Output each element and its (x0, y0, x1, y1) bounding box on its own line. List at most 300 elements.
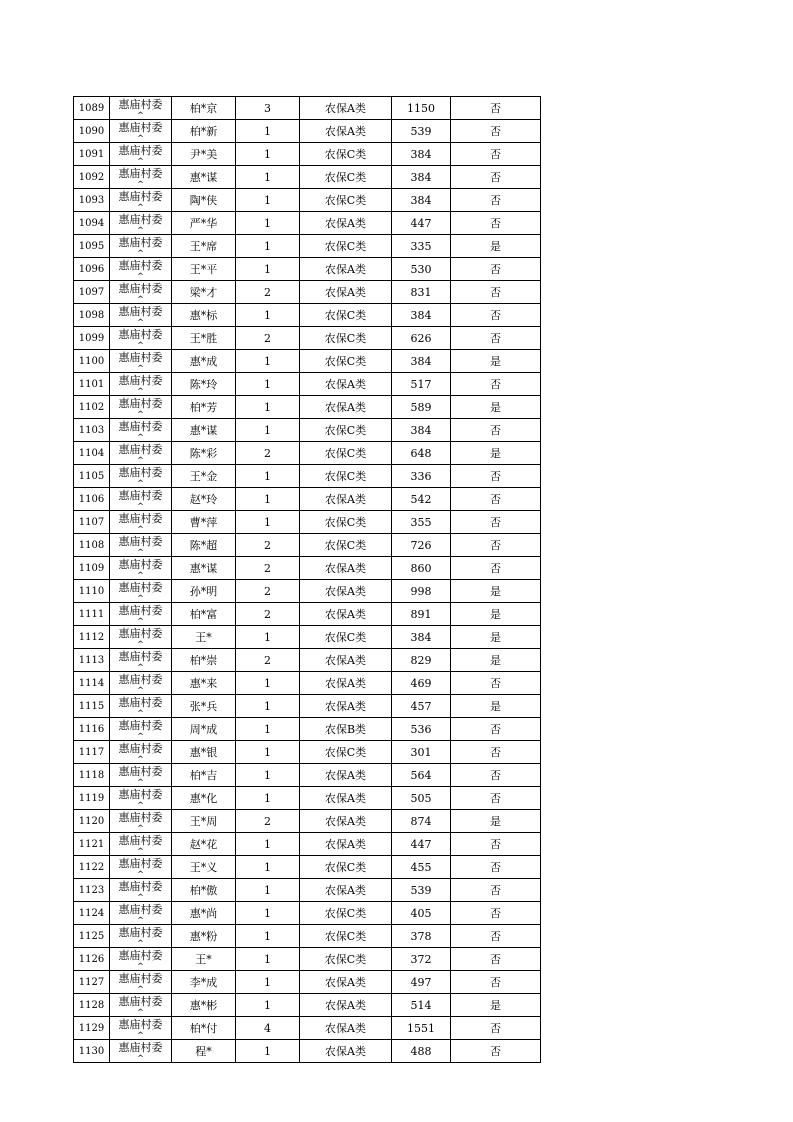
flag-cell: 否 (451, 971, 541, 994)
overflow-caret-icon: ^ (137, 755, 144, 764)
village-committee-cell: 惠庙村委 ^ (110, 672, 172, 695)
flag-cell: 否 (451, 672, 541, 695)
table-row (74, 833, 541, 856)
flag-cell: 否 (451, 373, 541, 396)
household-count-cell: 1 (236, 419, 300, 442)
table-row (74, 764, 541, 787)
person-name-cell: 李*成 (172, 971, 236, 994)
insurance-category-cell: 农保C类 (300, 741, 392, 764)
person-name-cell: 曹*萍 (172, 511, 236, 534)
row-number-cell: 1094 (74, 212, 110, 235)
person-name-cell: 柏*芳 (172, 396, 236, 419)
flag-cell: 是 (451, 649, 541, 672)
amount-cell: 874 (392, 810, 451, 833)
household-count-cell: 1 (236, 189, 300, 212)
flag-cell: 是 (451, 580, 541, 603)
village-committee-cell: 惠庙村委 ^ (110, 833, 172, 856)
insurance-category-cell: 农保A类 (300, 672, 392, 695)
table-row (74, 603, 541, 626)
flag-cell: 否 (451, 833, 541, 856)
row-number-cell: 1121 (74, 833, 110, 856)
insurance-category-cell: 农保A类 (300, 994, 392, 1017)
insurance-category-cell: 农保C类 (300, 856, 392, 879)
row-number-cell: 1118 (74, 764, 110, 787)
overflow-caret-icon: ^ (137, 1008, 144, 1017)
table-row (74, 626, 541, 649)
flag-cell: 是 (451, 626, 541, 649)
records-table-body (74, 97, 541, 1063)
village-committee-cell: 惠庙村委 ^ (110, 534, 172, 557)
flag-cell: 否 (451, 327, 541, 350)
row-number-cell: 1090 (74, 120, 110, 143)
flag-cell: 否 (451, 281, 541, 304)
amount-cell: 831 (392, 281, 451, 304)
village-committee-cell: 惠庙村委 ^ (110, 212, 172, 235)
insurance-category-cell: 农保B类 (300, 718, 392, 741)
row-number-cell: 1098 (74, 304, 110, 327)
flag-cell: 是 (451, 695, 541, 718)
table-row (74, 879, 541, 902)
household-count-cell: 1 (236, 741, 300, 764)
table-row (74, 856, 541, 879)
person-name-cell: 柏*吉 (172, 764, 236, 787)
amount-cell: 372 (392, 948, 451, 971)
household-count-cell: 1 (236, 120, 300, 143)
flag-cell: 否 (451, 304, 541, 327)
table-row (74, 396, 541, 419)
person-name-cell: 严*华 (172, 212, 236, 235)
insurance-category-cell: 农保A类 (300, 396, 392, 419)
insurance-category-cell: 农保A类 (300, 1040, 392, 1063)
household-count-cell: 1 (236, 396, 300, 419)
flag-cell: 是 (451, 603, 541, 626)
village-committee-cell: 惠庙村委 ^ (110, 925, 172, 948)
amount-cell: 564 (392, 764, 451, 787)
flag-cell: 否 (451, 925, 541, 948)
row-number-cell: 1123 (74, 879, 110, 902)
person-name-cell: 陈*彩 (172, 442, 236, 465)
household-count-cell: 1 (236, 373, 300, 396)
overflow-caret-icon: ^ (137, 479, 144, 488)
overflow-caret-icon: ^ (137, 249, 144, 258)
amount-cell: 891 (392, 603, 451, 626)
overflow-caret-icon: ^ (137, 571, 144, 580)
person-name-cell: 周*成 (172, 718, 236, 741)
insurance-category-cell: 农保C类 (300, 189, 392, 212)
overflow-caret-icon: ^ (137, 295, 144, 304)
row-number-cell: 1117 (74, 741, 110, 764)
insurance-category-cell: 农保C类 (300, 442, 392, 465)
amount-cell: 384 (392, 626, 451, 649)
village-committee-cell: 惠庙村委 ^ (110, 902, 172, 925)
village-committee-cell: 惠庙村委 ^ (110, 557, 172, 580)
row-number-cell: 1106 (74, 488, 110, 511)
amount-cell: 447 (392, 212, 451, 235)
household-count-cell: 2 (236, 281, 300, 304)
village-committee-cell: 惠庙村委 ^ (110, 787, 172, 810)
row-number-cell: 1127 (74, 971, 110, 994)
insurance-category-cell: 农保C类 (300, 143, 392, 166)
row-number-cell: 1093 (74, 189, 110, 212)
village-committee-cell: 惠庙村委 ^ (110, 304, 172, 327)
household-count-cell: 1 (236, 143, 300, 166)
table-row (74, 419, 541, 442)
insurance-category-cell: 农保A类 (300, 649, 392, 672)
overflow-caret-icon: ^ (137, 801, 144, 810)
row-number-cell: 1101 (74, 373, 110, 396)
village-committee-cell: 惠庙村委 ^ (110, 189, 172, 212)
table-row (74, 373, 541, 396)
person-name-cell: 惠*谋 (172, 557, 236, 580)
amount-cell: 626 (392, 327, 451, 350)
table-row (74, 189, 541, 212)
row-number-cell: 1092 (74, 166, 110, 189)
table-row (74, 511, 541, 534)
flag-cell: 是 (451, 396, 541, 419)
flag-cell: 否 (451, 1040, 541, 1063)
household-count-cell: 1 (236, 350, 300, 373)
row-number-cell: 1089 (74, 97, 110, 120)
insurance-category-cell: 农保A类 (300, 695, 392, 718)
person-name-cell: 柏*京 (172, 97, 236, 120)
amount-cell: 542 (392, 488, 451, 511)
overflow-caret-icon: ^ (137, 870, 144, 879)
overflow-caret-icon: ^ (137, 203, 144, 212)
overflow-caret-icon: ^ (137, 525, 144, 534)
village-committee-cell: 惠庙村委 ^ (110, 810, 172, 833)
household-count-cell: 1 (236, 258, 300, 281)
row-number-cell: 1110 (74, 580, 110, 603)
household-count-cell: 1 (236, 925, 300, 948)
insurance-category-cell: 农保A类 (300, 603, 392, 626)
overflow-caret-icon: ^ (137, 732, 144, 741)
row-number-cell: 1102 (74, 396, 110, 419)
person-name-cell: 陶*侠 (172, 189, 236, 212)
amount-cell: 335 (392, 235, 451, 258)
flag-cell: 是 (451, 442, 541, 465)
overflow-caret-icon: ^ (137, 548, 144, 557)
insurance-category-cell: 农保A类 (300, 212, 392, 235)
overflow-caret-icon: ^ (137, 456, 144, 465)
village-committee-cell: 惠庙村委 ^ (110, 1040, 172, 1063)
row-number-cell: 1113 (74, 649, 110, 672)
table-row (74, 925, 541, 948)
amount-cell: 405 (392, 902, 451, 925)
insurance-category-cell: 农保A类 (300, 580, 392, 603)
flag-cell: 是 (451, 810, 541, 833)
person-name-cell: 王*胜 (172, 327, 236, 350)
overflow-caret-icon: ^ (137, 364, 144, 373)
person-name-cell: 陈*玲 (172, 373, 236, 396)
insurance-category-cell: 农保A类 (300, 258, 392, 281)
person-name-cell: 惠*谋 (172, 166, 236, 189)
row-number-cell: 1103 (74, 419, 110, 442)
amount-cell: 514 (392, 994, 451, 1017)
table-row (74, 649, 541, 672)
table-row (74, 465, 541, 488)
amount-cell: 589 (392, 396, 451, 419)
village-committee-cell: 惠庙村委 ^ (110, 695, 172, 718)
village-committee-cell: 惠庙村委 ^ (110, 465, 172, 488)
household-count-cell: 1 (236, 787, 300, 810)
village-committee-cell: 惠庙村委 ^ (110, 718, 172, 741)
overflow-caret-icon: ^ (137, 134, 144, 143)
household-count-cell: 3 (236, 97, 300, 120)
table-row (74, 810, 541, 833)
household-count-cell: 1 (236, 856, 300, 879)
amount-cell: 384 (392, 304, 451, 327)
household-count-cell: 1 (236, 948, 300, 971)
amount-cell: 469 (392, 672, 451, 695)
overflow-caret-icon: ^ (137, 594, 144, 603)
insurance-category-cell: 农保A类 (300, 810, 392, 833)
amount-cell: 1551 (392, 1017, 451, 1040)
row-number-cell: 1116 (74, 718, 110, 741)
amount-cell: 497 (392, 971, 451, 994)
row-number-cell: 1119 (74, 787, 110, 810)
household-count-cell: 1 (236, 626, 300, 649)
village-committee-cell: 惠庙村委 ^ (110, 603, 172, 626)
table-row (74, 580, 541, 603)
amount-cell: 384 (392, 350, 451, 373)
village-committee-cell: 惠庙村委 ^ (110, 373, 172, 396)
row-number-cell: 1091 (74, 143, 110, 166)
village-committee-cell: 惠庙村委 ^ (110, 764, 172, 787)
household-count-cell: 1 (236, 971, 300, 994)
village-committee-cell: 惠庙村委 ^ (110, 419, 172, 442)
person-name-cell: 王*周 (172, 810, 236, 833)
row-number-cell: 1120 (74, 810, 110, 833)
insurance-category-cell: 农保A类 (300, 879, 392, 902)
person-name-cell: 王*平 (172, 258, 236, 281)
amount-cell: 539 (392, 120, 451, 143)
village-committee-cell: 惠庙村委 ^ (110, 488, 172, 511)
person-name-cell: 尹*美 (172, 143, 236, 166)
person-name-cell: 惠*银 (172, 741, 236, 764)
overflow-caret-icon: ^ (137, 226, 144, 235)
village-committee-cell: 惠庙村委 ^ (110, 143, 172, 166)
flag-cell: 否 (451, 488, 541, 511)
overflow-caret-icon: ^ (137, 617, 144, 626)
village-committee-cell: 惠庙村委 ^ (110, 856, 172, 879)
table-row (74, 902, 541, 925)
household-count-cell: 1 (236, 304, 300, 327)
table-row (74, 672, 541, 695)
row-number-cell: 1109 (74, 557, 110, 580)
table-row (74, 695, 541, 718)
village-committee-cell: 惠庙村委 ^ (110, 971, 172, 994)
person-name-cell: 王* (172, 948, 236, 971)
flag-cell: 否 (451, 1017, 541, 1040)
table-row (74, 442, 541, 465)
person-name-cell: 惠*标 (172, 304, 236, 327)
person-name-cell: 惠*谋 (172, 419, 236, 442)
amount-cell: 384 (392, 189, 451, 212)
flag-cell: 否 (451, 741, 541, 764)
person-name-cell: 程* (172, 1040, 236, 1063)
overflow-caret-icon: ^ (137, 985, 144, 994)
household-count-cell: 1 (236, 718, 300, 741)
household-count-cell: 1 (236, 465, 300, 488)
table-row (74, 258, 541, 281)
amount-cell: 530 (392, 258, 451, 281)
table-row (74, 281, 541, 304)
household-count-cell: 1 (236, 994, 300, 1017)
person-name-cell: 惠*尚 (172, 902, 236, 925)
amount-cell: 457 (392, 695, 451, 718)
village-committee-cell: 惠庙村委 ^ (110, 580, 172, 603)
overflow-caret-icon: ^ (137, 272, 144, 281)
person-name-cell: 赵*花 (172, 833, 236, 856)
overflow-caret-icon: ^ (137, 387, 144, 396)
amount-cell: 539 (392, 879, 451, 902)
row-number-cell: 1105 (74, 465, 110, 488)
person-name-cell: 惠*来 (172, 672, 236, 695)
row-number-cell: 1124 (74, 902, 110, 925)
flag-cell: 否 (451, 534, 541, 557)
table-row (74, 488, 541, 511)
table-row (74, 304, 541, 327)
overflow-caret-icon: ^ (137, 962, 144, 971)
row-number-cell: 1128 (74, 994, 110, 1017)
insurance-category-cell: 农保A类 (300, 1017, 392, 1040)
row-number-cell: 1100 (74, 350, 110, 373)
flag-cell: 否 (451, 879, 541, 902)
person-name-cell: 王*席 (172, 235, 236, 258)
household-count-cell: 1 (236, 833, 300, 856)
row-number-cell: 1108 (74, 534, 110, 557)
amount-cell: 378 (392, 925, 451, 948)
records-table (73, 96, 541, 1063)
flag-cell: 是 (451, 235, 541, 258)
insurance-category-cell: 农保C类 (300, 511, 392, 534)
insurance-category-cell: 农保A类 (300, 488, 392, 511)
row-number-cell: 1125 (74, 925, 110, 948)
table-row (74, 1017, 541, 1040)
insurance-category-cell: 农保C类 (300, 925, 392, 948)
table-row (74, 350, 541, 373)
household-count-cell: 2 (236, 557, 300, 580)
insurance-category-cell: 农保C类 (300, 235, 392, 258)
amount-cell: 505 (392, 787, 451, 810)
amount-cell: 488 (392, 1040, 451, 1063)
row-number-cell: 1099 (74, 327, 110, 350)
person-name-cell: 柏*付 (172, 1017, 236, 1040)
amount-cell: 384 (392, 419, 451, 442)
household-count-cell: 1 (236, 879, 300, 902)
person-name-cell: 惠*粉 (172, 925, 236, 948)
row-number-cell: 1122 (74, 856, 110, 879)
flag-cell: 否 (451, 120, 541, 143)
village-committee-cell: 惠庙村委 ^ (110, 258, 172, 281)
row-number-cell: 1095 (74, 235, 110, 258)
household-count-cell: 1 (236, 1040, 300, 1063)
table-row (74, 143, 541, 166)
flag-cell: 否 (451, 212, 541, 235)
village-committee-cell: 惠庙村委 ^ (110, 281, 172, 304)
person-name-cell: 柏*崇 (172, 649, 236, 672)
flag-cell: 否 (451, 166, 541, 189)
village-committee-cell: 惠庙村委 ^ (110, 879, 172, 902)
flag-cell: 否 (451, 258, 541, 281)
row-number-cell: 1115 (74, 695, 110, 718)
insurance-category-cell: 农保C类 (300, 304, 392, 327)
insurance-category-cell: 农保C类 (300, 419, 392, 442)
household-count-cell: 2 (236, 534, 300, 557)
table-row (74, 327, 541, 350)
overflow-caret-icon: ^ (137, 824, 144, 833)
person-name-cell: 孙*明 (172, 580, 236, 603)
flag-cell: 否 (451, 787, 541, 810)
flag-cell: 否 (451, 511, 541, 534)
table-row (74, 948, 541, 971)
row-number-cell: 1126 (74, 948, 110, 971)
amount-cell: 355 (392, 511, 451, 534)
flag-cell: 否 (451, 557, 541, 580)
household-count-cell: 2 (236, 810, 300, 833)
insurance-category-cell: 农保C类 (300, 948, 392, 971)
row-number-cell: 1130 (74, 1040, 110, 1063)
flag-cell: 否 (451, 902, 541, 925)
flag-cell: 否 (451, 97, 541, 120)
amount-cell: 517 (392, 373, 451, 396)
overflow-caret-icon: ^ (137, 433, 144, 442)
village-committee-cell: 惠庙村委 ^ (110, 741, 172, 764)
insurance-category-cell: 农保C类 (300, 534, 392, 557)
flag-cell: 否 (451, 465, 541, 488)
overflow-caret-icon: ^ (137, 1031, 144, 1040)
overflow-caret-icon: ^ (137, 847, 144, 856)
row-number-cell: 1107 (74, 511, 110, 534)
insurance-category-cell: 农保C类 (300, 350, 392, 373)
household-count-cell: 2 (236, 649, 300, 672)
insurance-category-cell: 农保A类 (300, 787, 392, 810)
overflow-caret-icon: ^ (137, 502, 144, 511)
overflow-caret-icon: ^ (137, 663, 144, 672)
insurance-category-cell: 农保C类 (300, 327, 392, 350)
village-committee-cell: 惠庙村委 ^ (110, 442, 172, 465)
household-count-cell: 1 (236, 695, 300, 718)
table-row (74, 787, 541, 810)
insurance-category-cell: 农保A类 (300, 971, 392, 994)
village-committee-cell: 惠庙村委 ^ (110, 120, 172, 143)
amount-cell: 384 (392, 143, 451, 166)
village-committee-cell: 惠庙村委 ^ (110, 948, 172, 971)
person-name-cell: 王*金 (172, 465, 236, 488)
household-count-cell: 2 (236, 442, 300, 465)
row-number-cell: 1129 (74, 1017, 110, 1040)
flag-cell: 是 (451, 350, 541, 373)
overflow-caret-icon: ^ (137, 157, 144, 166)
table-row (74, 534, 541, 557)
table-row (74, 971, 541, 994)
overflow-caret-icon: ^ (137, 939, 144, 948)
amount-cell: 447 (392, 833, 451, 856)
flag-cell: 是 (451, 994, 541, 1017)
person-name-cell: 陈*超 (172, 534, 236, 557)
table-row (74, 235, 541, 258)
flag-cell: 否 (451, 718, 541, 741)
household-count-cell: 4 (236, 1017, 300, 1040)
amount-cell: 829 (392, 649, 451, 672)
insurance-category-cell: 农保C类 (300, 166, 392, 189)
village-committee-cell: 惠庙村委 ^ (110, 626, 172, 649)
person-name-cell: 梁*才 (172, 281, 236, 304)
table-row (74, 97, 541, 120)
table-row (74, 120, 541, 143)
flag-cell: 否 (451, 419, 541, 442)
flag-cell: 否 (451, 764, 541, 787)
